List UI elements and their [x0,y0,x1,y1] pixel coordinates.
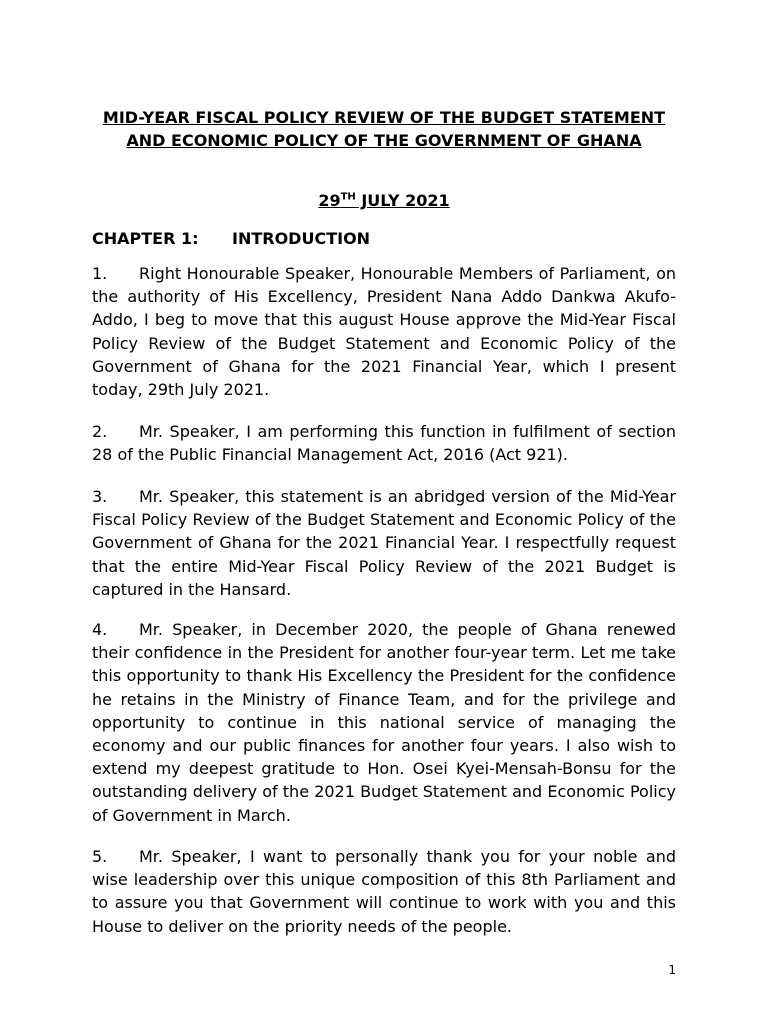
paragraph [92,420,676,466]
paragraph-number: 2. [92,422,108,441]
paragraph-text: Mr. Speaker, I want to personally thank you for your noble and wise leadership over this unique composition of this 8th Parliament and to assure you that Government will continue to work with you and this House to deliver on the priority needs of the people. [92,847,676,936]
paragraph-number: 4. [92,620,108,639]
date-month-year: JULY 2021 [355,191,450,210]
paragraph [92,618,676,827]
paragraph [92,485,676,601]
document-title: MID-YEAR FISCAL POLICY REVIEW OF THE BUDGET STATEMENT AND ECONOMIC POLICY OF THE GOVERNMENT OF GHANA [102,108,666,150]
chapter-number: CHAPTER 1: [92,229,199,248]
paragraph-number: 3. [92,487,108,506]
paragraph-text: Mr. Speaker, this statement is an abridged version of the Mid-Year Fiscal Policy Review of the Budget Statement and Economic Policy of the Government of Ghana for the 2021 Financial Year. I respectfully request that the entire Mid-Year Fiscal Policy Review of the 2021 Budget is captured in the Hansard. [92,487,676,599]
chapter-heading [92,227,676,250]
paragraph-text: Mr. Speaker, I am performing this function in fulfilment of section 28 of the Public Financial Management Act, 2016 (Act 921). [92,422,676,465]
page-number: 1 [668,963,676,977]
chapter-title: INTRODUCTION [232,229,371,248]
paragraph-number: 1. [92,264,108,283]
document-date [92,189,676,212]
paragraph [92,262,676,401]
paragraph-text: Mr. Speaker, in December 2020, the people of Ghana renewed their confidence in the President for another four-year term. Let me take this opportunity to thank His Excellency the President for the confidence he retains in the Ministry of Finance Team, and for the privilege and opportunity to continue in this national service of managing the economy and our public finances for another four years. I also wish to extend my deepest gratitude to Hon. Osei Kyei-Mensah-Bonsu for the outstanding delivery of the 2021 Budget Statement and Economic Policy of Government in March. [92,620,676,825]
paragraph-text: Right Honourable Speaker, Honourable Members of Parliament, on the authority of His Excellency, President Nana Addo Dankwa Akufo-Addo, I beg to move that this august House approve the Mid-Year Fiscal Policy Review of the Budget Statement and Economic Policy of the Government of Ghana for the 2021 Financial Year, which I present today, 29th July 2021. [92,264,676,400]
date-day: 29 [318,191,341,210]
date-ordinal: TH [340,191,356,203]
paragraph [92,845,676,938]
paragraph-number: 5. [92,847,108,866]
